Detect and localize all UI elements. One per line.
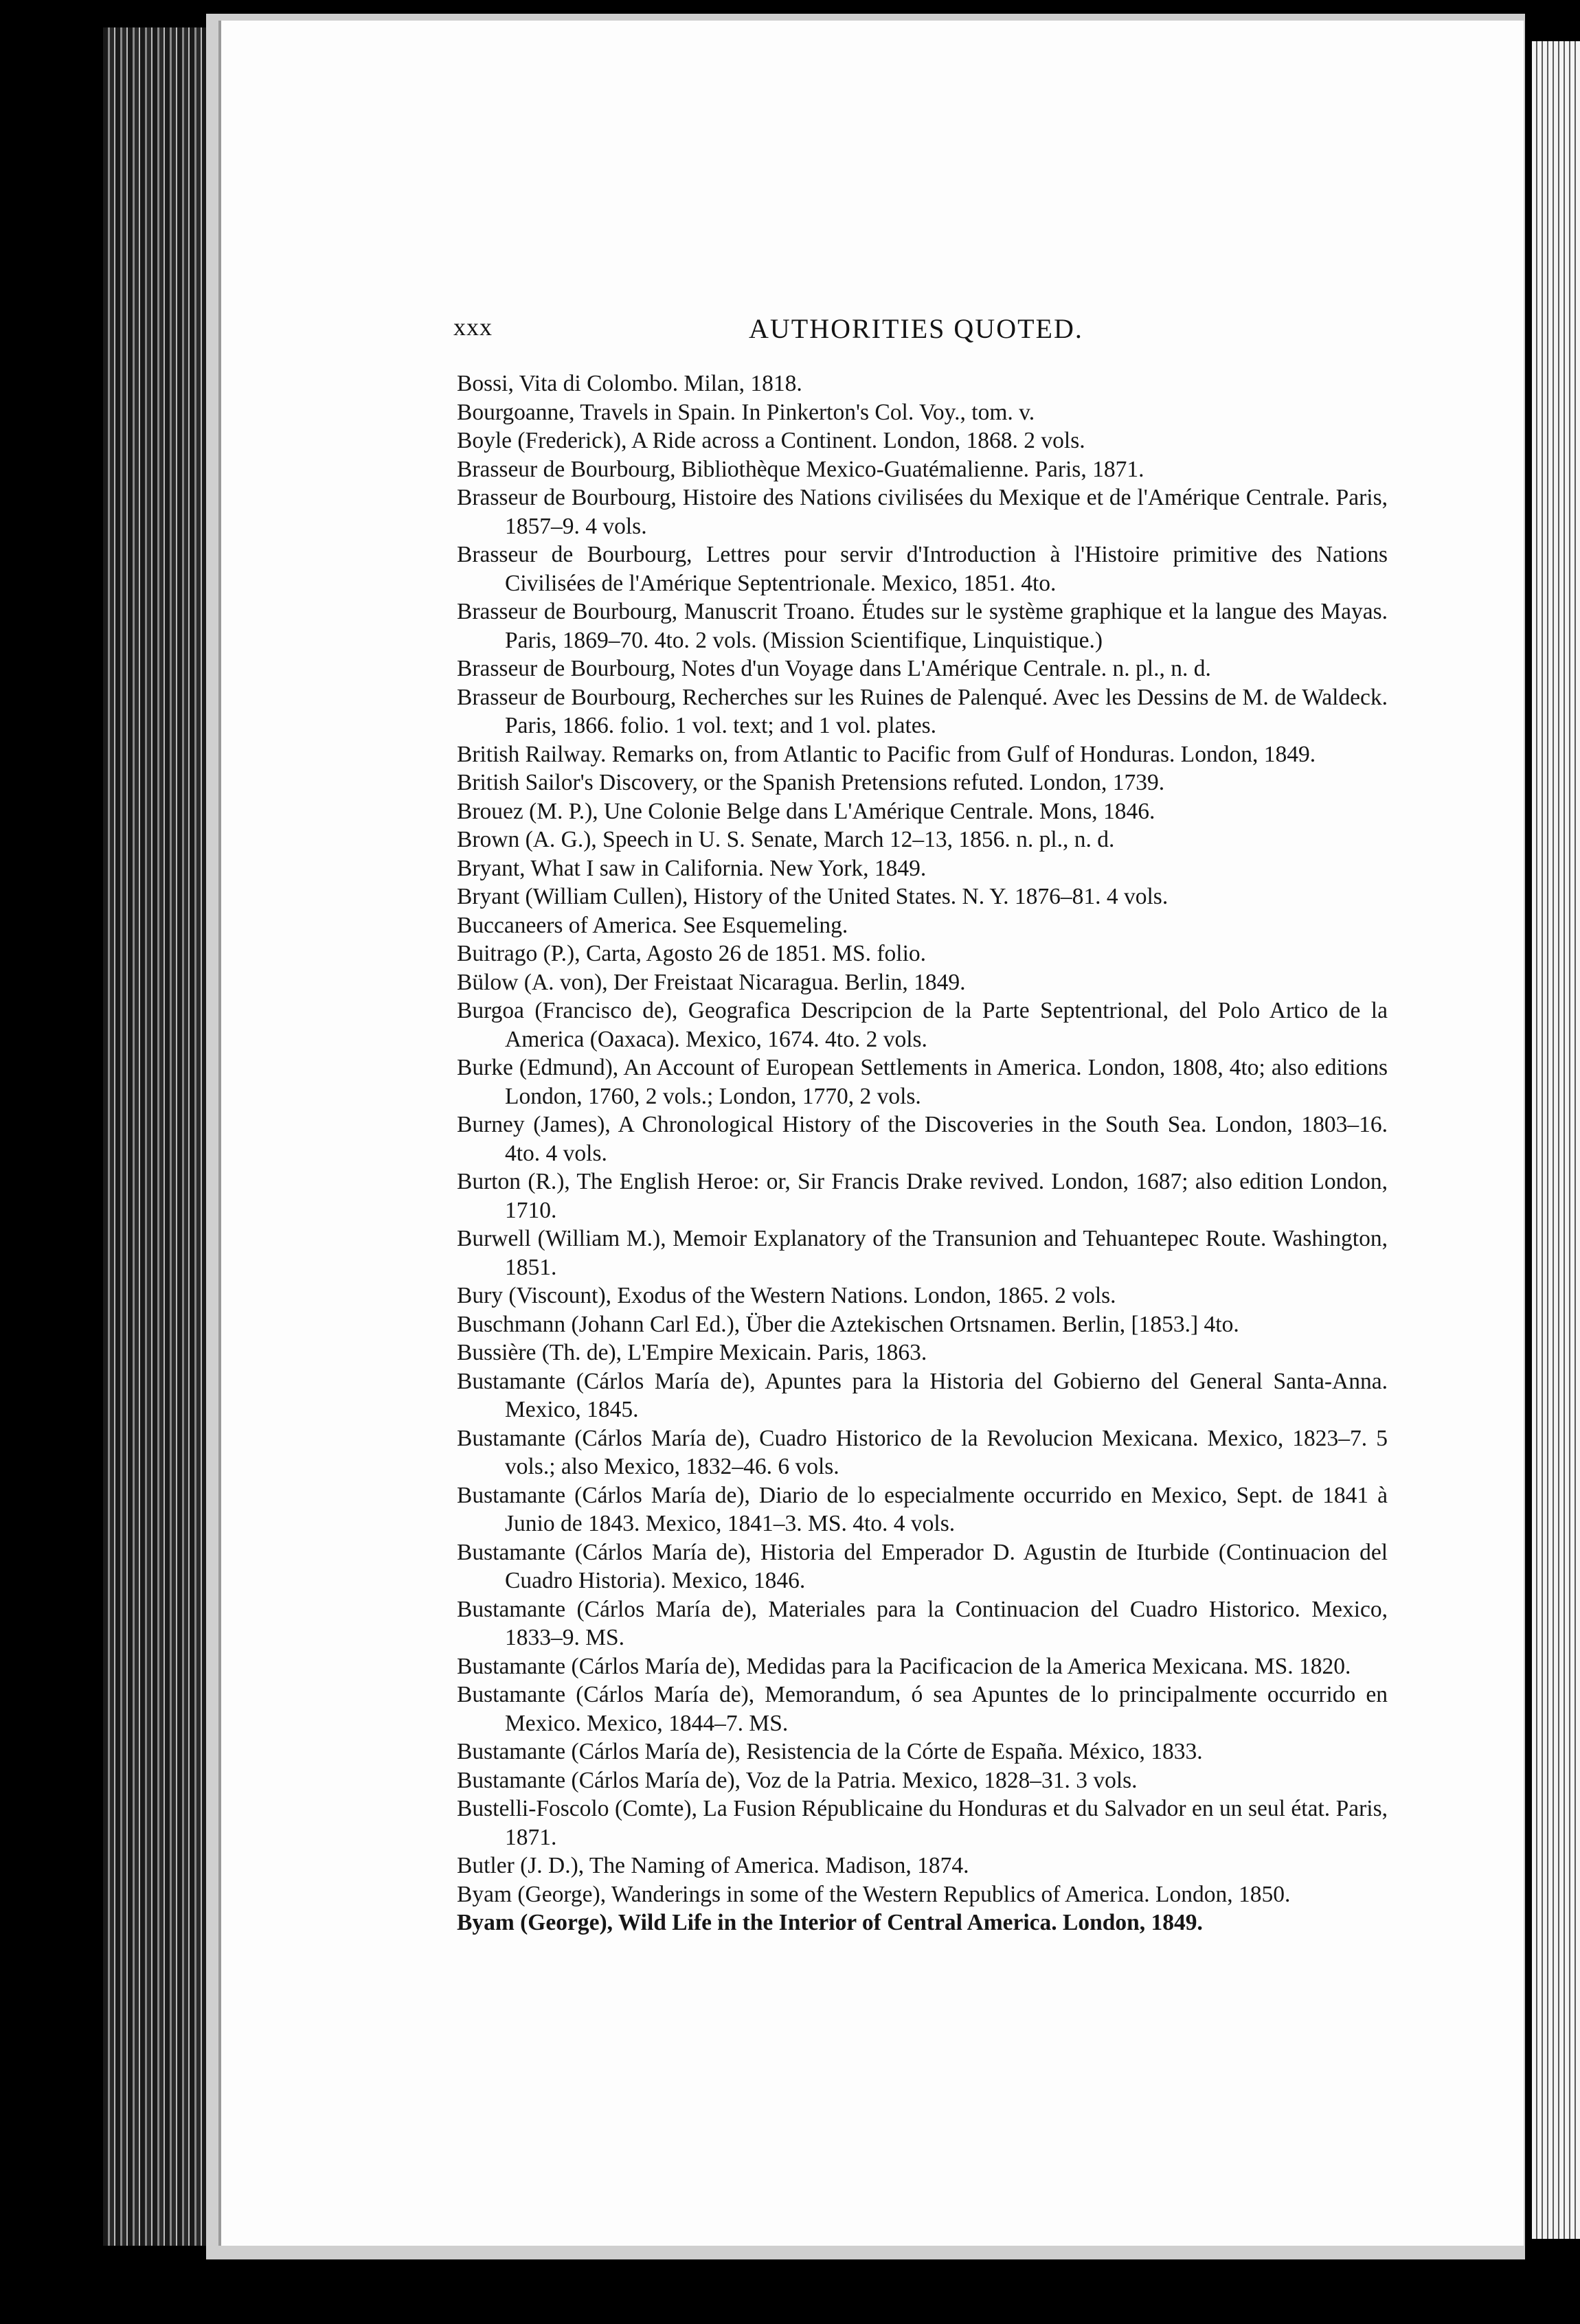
bibliography-entry: Brown (A. G.), Speech in U. S. Senate, March 12–13, 1856. n. pl., n. d. (457, 827, 1115, 852)
bibliography-entry: Butler (J. D.), The Naming of America. Madison, 1874. (457, 1853, 969, 1878)
bibliography-entry: Burke (Edmund), An Account of European Settlements in America. London, 1808, 4to; also editions London, 1760, 2 vols.; London, 1770, 2 vols. (457, 1055, 1388, 1109)
page-number: xxx (453, 313, 493, 341)
bibliography-entry: Buitrago (P.), Carta, Agosto 26 de 1851. MS. folio. (457, 941, 927, 966)
bibliography-entry: Brouez (M. P.), Une Colonie Belge dans L'Amérique Centrale. Mons, 1846. (457, 798, 1155, 824)
bibliography-entry: Byam (George), Wanderings in some of the Western Republics of America. London, 1850. (457, 1881, 1291, 1907)
bibliography-entry: Bustamante (Cárlos María de), Historia del Emperador D. Agustin de Iturbide (Continuacion del Cuadro Historia). Mexico, 1846. (457, 1539, 1388, 1593)
bibliography-entry: Bustamante (Cárlos María de), Voz de la Patria. Mexico, 1828–31. 3 vols. (457, 1767, 1138, 1793)
bibliography-entry: British Railway. Remarks on, from Atlantic to Pacific from Gulf of Honduras. London, 1849. (457, 741, 1316, 767)
bibliography-entry: Bourgoanne, Travels in Spain. In Pinkerton's Col. Voy., tom. v. (457, 399, 1035, 425)
bibliography-entry: Brasseur de Bourbourg, Bibliothèque Mexico-Guatémalienne. Paris, 1871. (457, 456, 1144, 482)
bibliography-entry: Bustamante (Cárlos María de), Cuadro Historico de la Revolucion Mexicana. Mexico, 1823–7. 5 vols.; also Mexico, 1832–46. 6 vols. (457, 1425, 1388, 1479)
bibliography-entry: Brasseur de Bourbourg, Manuscrit Troano. Études sur le système graphique et la langue des Mayas. Paris, 1869–70. 4to. 2 vols. (Mission Scientifique, Linquistique.) (457, 599, 1388, 653)
bibliography-entry: Bustamante (Cárlos María de), Resistencia de la Córte de España. México, 1833. (457, 1739, 1203, 1764)
running-head-title: AUTHORITIES QUOTED. (749, 313, 1083, 344)
bibliography-entry: Boyle (Frederick), A Ride across a Continent. London, 1868. 2 vols. (457, 428, 1085, 453)
bibliography-entry: Brasseur de Bourbourg, Lettres pour servir d'Introduction à l'Histoire primitive des Nations Civilisées de l'Amérique Septentrionale. Mexico, 1851. 4to. (457, 542, 1388, 596)
bibliography-entry: Buschmann (Johann Carl Ed.), Über die Aztekischen Ortsnamen. Berlin, [1853.] 4to. (457, 1311, 1239, 1337)
bibliography-entry: Bryant (William Cullen), History of the United States. N. Y. 1876–81. 4 vols. (457, 884, 1169, 909)
bibliography-entry: Bustamante (Cárlos María de), Medidas para la Pacificacion de la America Mexicana. MS. 1820. (457, 1653, 1351, 1679)
bibliography-entry: British Sailor's Discovery, or the Spanish Pretensions refuted. London, 1739. (457, 770, 1165, 795)
running-head (453, 312, 1395, 354)
bibliography-entry: Bustelli-Foscolo (Comte), La Fusion Républicaine du Honduras et du Salvador en un seul état. Paris, 1871. (457, 1796, 1388, 1850)
bibliography-entry: Bülow (A. von), Der Freistaat Nicaragua. Berlin, 1849. (457, 969, 966, 995)
bibliography-entry: Bryant, What I saw in California. New York, 1849. (457, 855, 927, 881)
bibliography-entry: Byam (George), Wild Life in the Interior of Central America. London, 1849. (457, 1910, 1203, 1935)
bibliography-entry: Brasseur de Bourbourg, Histoire des Nations civilisées du Mexique et de l'Amérique Centrale. Paris, 1857–9. 4 vols. (457, 485, 1388, 539)
bibliography-entry: Buccaneers of America. See Esquemeling. (457, 912, 848, 938)
bibliography-entry: Bustamante (Cárlos María de), Materiales para la Continuacion del Cuadro Historico. Mexico, 1833–9. MS. (457, 1596, 1388, 1650)
bibliography-entry: Burney (James), A Chronological History of the Discoveries in the South Sea. London, 1803–16. 4to. 4 vols. (457, 1112, 1388, 1166)
bibliography-entry: Burwell (William M.), Memoir Explanatory of the Transunion and Tehuantepec Route. Washington, 1851. (457, 1226, 1388, 1280)
bibliography-entry: Bossi, Vita di Colombo. Milan, 1818. (457, 371, 802, 396)
bibliography-entry: Bustamante (Cárlos María de), Diario de lo especialmente occurrido en Mexico, Sept. de 1841 à Junio de 1843. Mexico, 1841–3. MS. 4to. 4 vols. (457, 1482, 1388, 1536)
bibliography-list (457, 369, 1388, 1937)
bibliography-entry: Burgoa (Francisco de), Geografica Descripcion de la Parte Septentrional, del Polo Artico de la America (Oaxaca). Mexico, 1674. 4to. 2 vols. (457, 998, 1388, 1052)
bibliography-entry: Brasseur de Bourbourg, Recherches sur les Ruines de Palenqué. Avec les Dessins de M. de Waldeck. Paris, 1866. folio. 1 vol. text; and 1 vol. plates. (457, 684, 1388, 738)
bibliography-entry: Brasseur de Bourbourg, Notes d'un Voyage dans L'Amérique Centrale. n. pl., n. d. (457, 656, 1211, 681)
right-page-edges (1532, 41, 1580, 2239)
bibliography-entry: Burton (R.), The English Heroe: or, Sir Francis Drake revived. London, 1687; also edition London, 1710. (457, 1169, 1388, 1223)
bibliography-entry: Bury (Viscount), Exodus of the Western Nations. London, 1865. 2 vols. (457, 1283, 1116, 1308)
bibliography-entry: Bussière (Th. de), L'Empire Mexicain. Paris, 1863. (457, 1340, 927, 1365)
bibliography-entry: Bustamante (Cárlos María de), Memorandum, ó sea Apuntes de lo principalmente occurrido en Mexico. Mexico, 1844–7. MS. (457, 1682, 1388, 1736)
bibliography-entry: Bustamante (Cárlos María de), Apuntes para la Historia del Gobierno del General Santa-Anna. Mexico, 1845. (457, 1368, 1388, 1422)
